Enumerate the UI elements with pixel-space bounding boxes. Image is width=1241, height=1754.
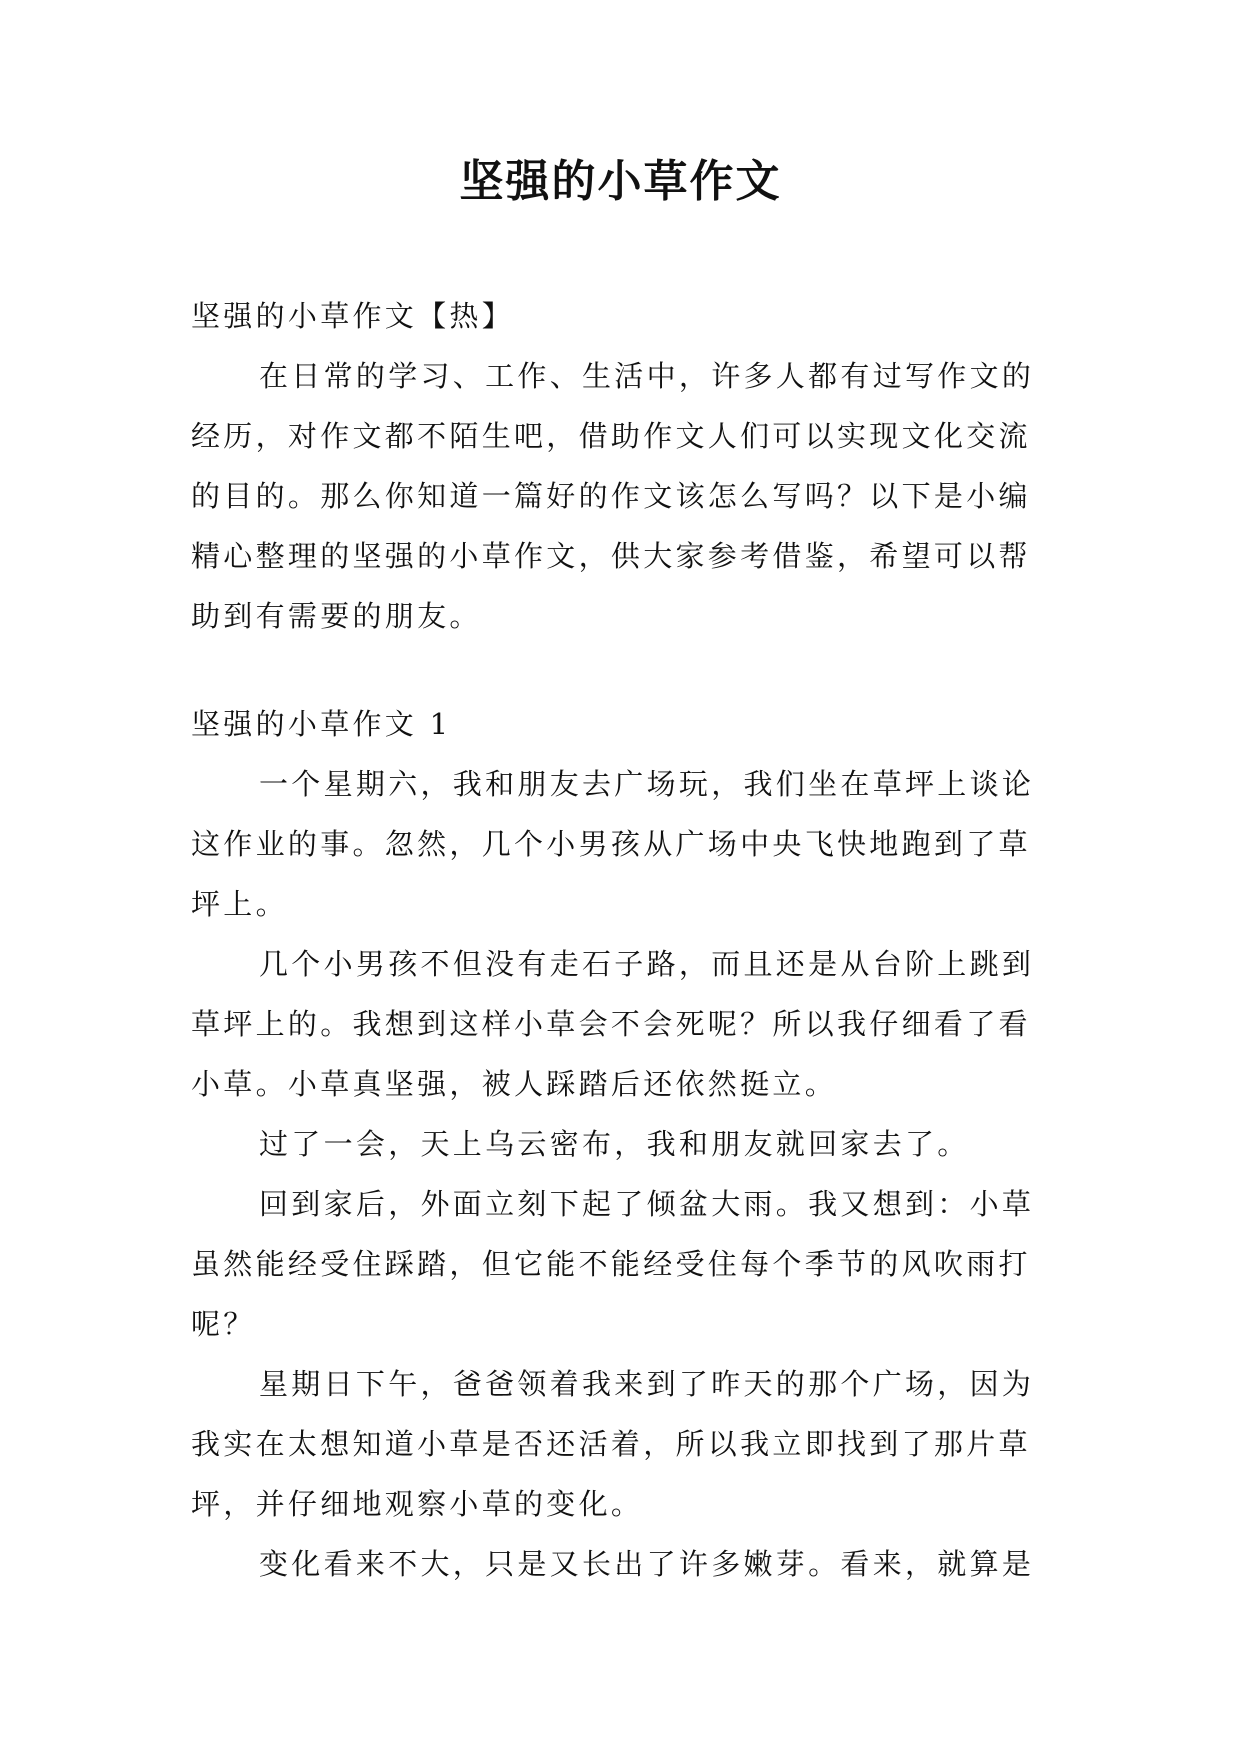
paragraph-line: 回到家后，外面立刻下起了倾盆大雨。我又想到：小草: [259, 1187, 1035, 1221]
essay-paragraph-2: [191, 934, 1051, 1114]
paragraph-line: 坪上。: [191, 887, 288, 921]
paragraph-line: 草坪上的。我想到这样小草会不会死呢？所以我仔细看了看: [191, 1007, 1031, 1041]
document-title: 坚强的小草作文: [459, 156, 782, 207]
paragraph-line: 一个星期六，我和朋友去广场玩，我们坐在草坪上谈论: [259, 767, 1035, 801]
paragraph-line: 小草。小草真坚强，被人踩踏后还依然挺立。: [191, 1067, 838, 1101]
paragraph-line: 星期日下午，爸爸领着我来到了昨天的那个广场，因为: [259, 1367, 1035, 1401]
essay-paragraph-4: [191, 1174, 1051, 1354]
intro-heading: 坚强的小草作文【热】: [191, 299, 515, 333]
essay-heading: 坚强的小草作文 1: [191, 707, 452, 741]
paragraph-line: 几个小男孩不但没有走石子路，而且还是从台阶上跳到: [259, 947, 1035, 981]
paragraph-line: 助到有需要的朋友。: [191, 599, 482, 633]
essay-paragraph-3: [191, 1114, 1051, 1174]
essay-paragraph-5: [191, 1354, 1051, 1534]
paragraph-line: 呢？: [191, 1307, 256, 1341]
paragraph-line: 的目的。那么你知道一篇好的作文该怎么写吗？以下是小编: [191, 479, 1031, 513]
paragraph-line: 精心整理的坚强的小草作文，供大家参考借鉴，希望可以帮: [191, 539, 1031, 573]
intro-paragraph: [191, 346, 1051, 646]
paragraph-line: 变化看来不大，只是又长出了许多嫩芽。看来，就算是: [259, 1547, 1035, 1581]
essay-paragraph-6: [191, 1534, 1051, 1594]
paragraph-line: 在日常的学习、工作、生活中，许多人都有过写作文的: [259, 359, 1035, 393]
paragraph-line: 经历，对作文都不陌生吧，借助作文人们可以实现文化交流: [191, 419, 1031, 453]
document-body: [191, 286, 1051, 1594]
paragraph-line: 虽然能经受住踩踏，但它能不能经受住每个季节的风吹雨打: [191, 1247, 1031, 1281]
paragraph-line: 坪，并仔细地观察小草的变化。: [191, 1487, 644, 1521]
essay-paragraph-1: [191, 754, 1051, 934]
paragraph-line: 我实在太想知道小草是否还活着，所以我立即找到了那片草: [191, 1427, 1031, 1461]
paragraph-line: 这作业的事。忽然，几个小男孩从广场中央飞快地跑到了草: [191, 827, 1031, 861]
section-spacer: [191, 646, 1051, 694]
paragraph-line: 过了一会，天上乌云密布，我和朋友就回家去了。: [259, 1127, 970, 1161]
